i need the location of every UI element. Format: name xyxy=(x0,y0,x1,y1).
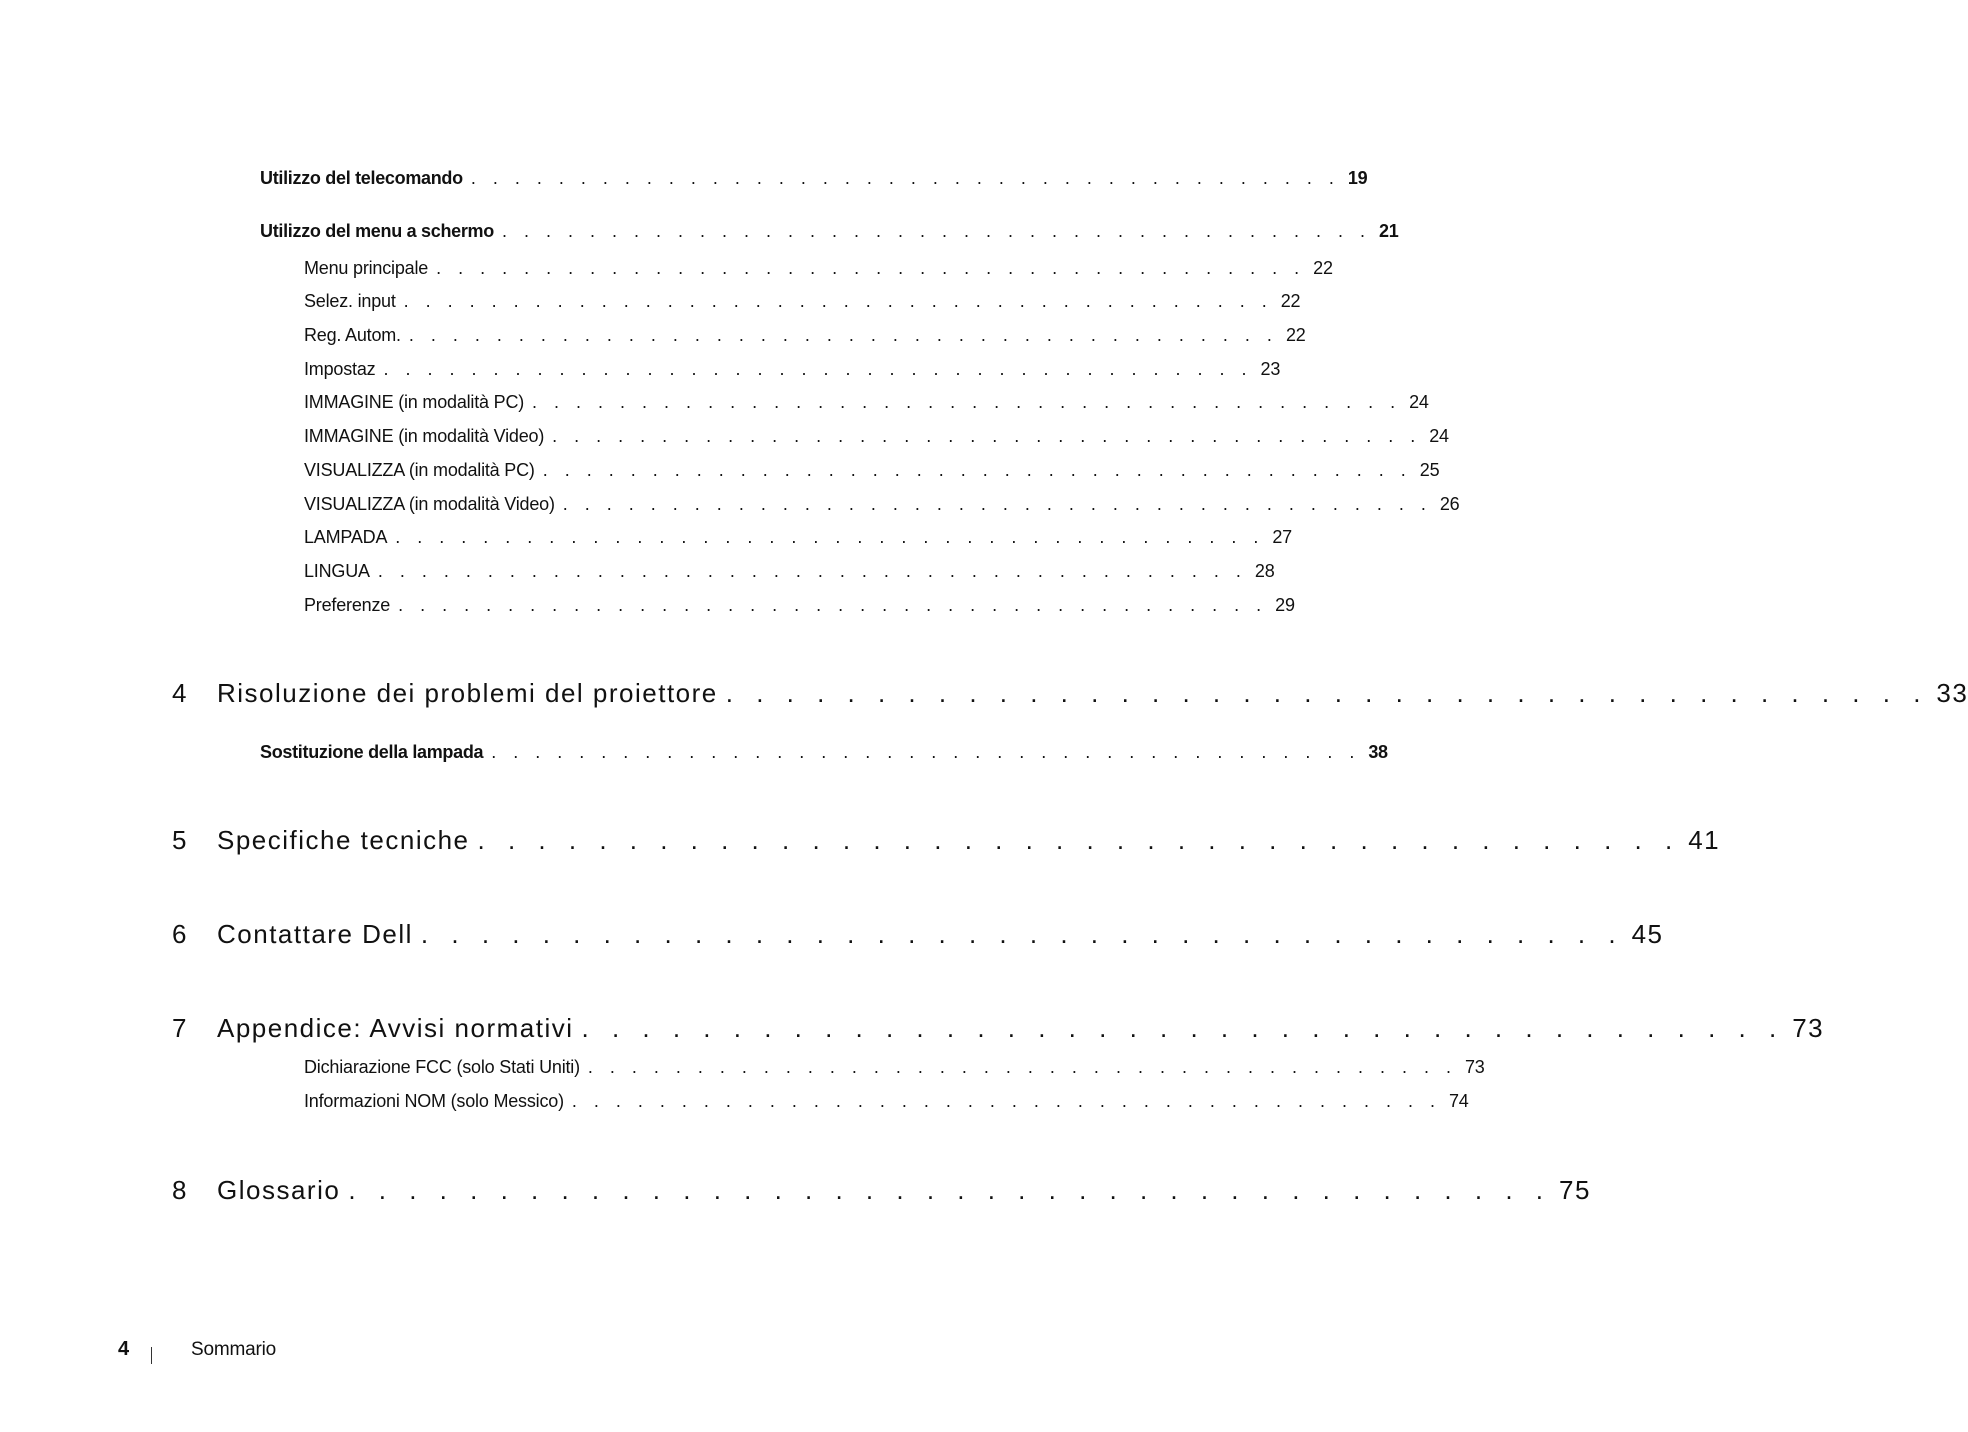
dot-leader: . . . . . . . . . . . . . . . . . . . . . . . . . . . . . . . . . . . . . . . . xyxy=(420,919,1624,949)
chapter-title: Specifiche tecniche xyxy=(217,825,470,855)
chapter-number: 4 xyxy=(172,678,188,708)
chapter-page: 73 xyxy=(1792,1013,1825,1043)
toc-entry[interactable] xyxy=(260,168,1368,189)
toc-entry-page: 38 xyxy=(1368,742,1388,762)
dot-leader: . . . . . . . . . . . . . . . . . . . . . . . . . . . . . . . . . . . . . . . . xyxy=(532,392,1402,412)
toc-chapter[interactable] xyxy=(172,1175,1591,1206)
toc-entry[interactable] xyxy=(260,221,1399,242)
toc-entry-title: Utilizzo del menu a schermo xyxy=(260,221,494,241)
chapter-title: Glossario xyxy=(217,1175,341,1205)
chapter-number: 6 xyxy=(172,919,188,949)
toc-entry[interactable] xyxy=(304,291,1301,312)
toc-entry-page: 28 xyxy=(1254,561,1275,581)
dot-leader: . . . . . . . . . . . . . . . . . . . . . . . . . . . . . . . . . . . . . . . . xyxy=(470,168,1340,188)
toc-entry-page: 23 xyxy=(1260,359,1281,379)
footer-page-number: 4 xyxy=(118,1338,130,1360)
toc-entry-title: VISUALIZZA (in modalità Video) xyxy=(304,494,555,514)
toc-chapter[interactable] xyxy=(172,825,1721,856)
chapter-title: Appendice: Avvisi normativi xyxy=(217,1013,574,1043)
toc-entry-title: Sostituzione della lampada xyxy=(260,742,484,762)
toc-entry-page: 22 xyxy=(1285,325,1306,345)
toc-entry-page: 73 xyxy=(1464,1057,1485,1077)
footer-divider xyxy=(151,1347,152,1364)
toc-chapter[interactable] xyxy=(172,919,1664,950)
toc-entry-page: 27 xyxy=(1272,527,1292,547)
chapter-page: 41 xyxy=(1688,825,1721,855)
toc-entry-title: LAMPADA xyxy=(304,527,388,547)
toc-chapter[interactable] xyxy=(172,678,1968,709)
dot-leader: . . . . . . . . . . . . . . . . . . . . . . . . . . . . . . . . . . . . . . . . xyxy=(571,1091,1441,1111)
dot-leader: . . . . . . . . . . . . . . . . . . . . . . . . . . . . . . . . . . . . . . . . xyxy=(348,1175,1551,1205)
toc-entry-title: Reg. Autom. xyxy=(304,325,401,345)
toc-entry-title: VISUALIZZA (in modalità PC) xyxy=(304,460,535,480)
toc-entry-page: 24 xyxy=(1409,392,1429,412)
toc-entry[interactable] xyxy=(304,460,1440,481)
dot-leader: . . . . . . . . . . . . . . . . . . . . . . . . . . . . . . . . . . . . . . . . xyxy=(581,1013,1785,1043)
toc-entry[interactable] xyxy=(260,742,1388,763)
toc-entry-title: IMMAGINE (in modalità PC) xyxy=(304,392,525,412)
toc-entry[interactable] xyxy=(304,325,1306,346)
chapter-page: 45 xyxy=(1631,919,1664,949)
chapter-page: 33 xyxy=(1936,678,1968,708)
dot-leader: . . . . . . . . . . . . . . . . . . . . . . . . . . . . . . . . . . . . . . . . xyxy=(403,291,1273,311)
toc-entry-title: Selez. input xyxy=(304,291,396,311)
toc-entry[interactable] xyxy=(304,392,1429,413)
toc-entry[interactable] xyxy=(304,1091,1469,1112)
chapter-title: Risoluzione dei problemi del proiettore xyxy=(217,678,718,708)
dot-leader: . . . . . . . . . . . . . . . . . . . . . . . . . . . . . . . . . . . . . . . . xyxy=(477,825,1681,855)
toc-entry[interactable] xyxy=(304,359,1281,380)
toc-entry-page: 24 xyxy=(1429,426,1449,446)
chapter-number: 7 xyxy=(172,1013,188,1043)
toc-entry[interactable] xyxy=(304,426,1449,447)
dot-leader: . . . . . . . . . . . . . . . . . . . . . . . . . . . . . . . . . . . . . . . . xyxy=(436,258,1306,278)
dot-leader: . . . . . . . . . . . . . . . . . . . . . . . . . . . . . . . . . . . . . . . . xyxy=(501,221,1372,241)
toc-entry[interactable] xyxy=(304,527,1292,548)
dot-leader: . . . . . . . . . . . . . . . . . . . . . . . . . . . . . . . . . . . . . . . . xyxy=(398,595,1268,615)
toc-entry-title: Impostaz xyxy=(304,359,376,379)
dot-leader: . . . . . . . . . . . . . . . . . . . . . . . . . . . . . . . . . . . . . . . . xyxy=(552,426,1422,446)
chapter-title: Contattare Dell xyxy=(217,919,413,949)
chapter-number: 8 xyxy=(172,1175,188,1205)
dot-leader: . . . . . . . . . . . . . . . . . . . . . . . . . . . . . . . . . . . . . . . . xyxy=(587,1057,1457,1077)
toc-entry-title: Dichiarazione FCC (solo Stati Uniti) xyxy=(304,1057,580,1077)
toc-chapter[interactable] xyxy=(172,1013,1825,1044)
toc-entry-page: 22 xyxy=(1280,291,1301,311)
dot-leader: . . . . . . . . . . . . . . . . . . . . . . . . . . . . . . . . . . . . . . . . xyxy=(377,561,1247,581)
toc-entry-page: 19 xyxy=(1347,168,1368,188)
dot-leader: . . . . . . . . . . . . . . . . . . . . . . . . . . . . . . . . . . . . . . . . xyxy=(395,527,1265,547)
toc-entry[interactable] xyxy=(304,595,1295,616)
toc-entry-page: 29 xyxy=(1275,595,1295,615)
dot-leader: . . . . . . . . . . . . . . . . . . . . . . . . . . . . . . . . . . . . . . . . xyxy=(562,494,1432,514)
chapter-page: 75 xyxy=(1559,1175,1591,1205)
toc-entry-title: Informazioni NOM (solo Messico) xyxy=(304,1091,564,1111)
dot-leader: . . . . . . . . . . . . . . . . . . . . . . . . . . . . . . . . . . . . . . . . xyxy=(491,742,1361,762)
toc-entry[interactable] xyxy=(304,494,1460,515)
toc-entry[interactable] xyxy=(304,258,1333,279)
toc-entry-page: 21 xyxy=(1379,221,1399,241)
toc-entry-title: Preferenze xyxy=(304,595,391,615)
dot-leader: . . . . . . . . . . . . . . . . . . . . . . . . . . . . . . . . . . . . . . . . xyxy=(542,460,1412,480)
toc-entry[interactable] xyxy=(304,1057,1485,1078)
chapter-number: 5 xyxy=(172,825,188,855)
toc-entry-title: IMMAGINE (in modalità Video) xyxy=(304,426,545,446)
toc-entry-page: 22 xyxy=(1313,258,1333,278)
toc-entry-title: Utilizzo del telecomando xyxy=(260,168,463,188)
toc-entry-page: 26 xyxy=(1439,494,1460,514)
dot-leader: . . . . . . . . . . . . . . . . . . . . . . . . . . . . . . . . . . . . . . . . xyxy=(725,678,1929,708)
dot-leader: . . . . . . . . . . . . . . . . . . . . . . . . . . . . . . . . . . . . . . . . xyxy=(408,325,1278,345)
footer-section-label: Sommario xyxy=(191,1339,276,1360)
toc-entry-page: 74 xyxy=(1448,1091,1469,1111)
toc-entry[interactable] xyxy=(304,561,1275,582)
toc-entry-page: 25 xyxy=(1419,460,1440,480)
toc-entry-title: LINGUA xyxy=(304,561,370,581)
toc-entry-title: Menu principale xyxy=(304,258,429,278)
dot-leader: . . . . . . . . . . . . . . . . . . . . . . . . . . . . . . . . . . . . . . . . xyxy=(383,359,1253,379)
